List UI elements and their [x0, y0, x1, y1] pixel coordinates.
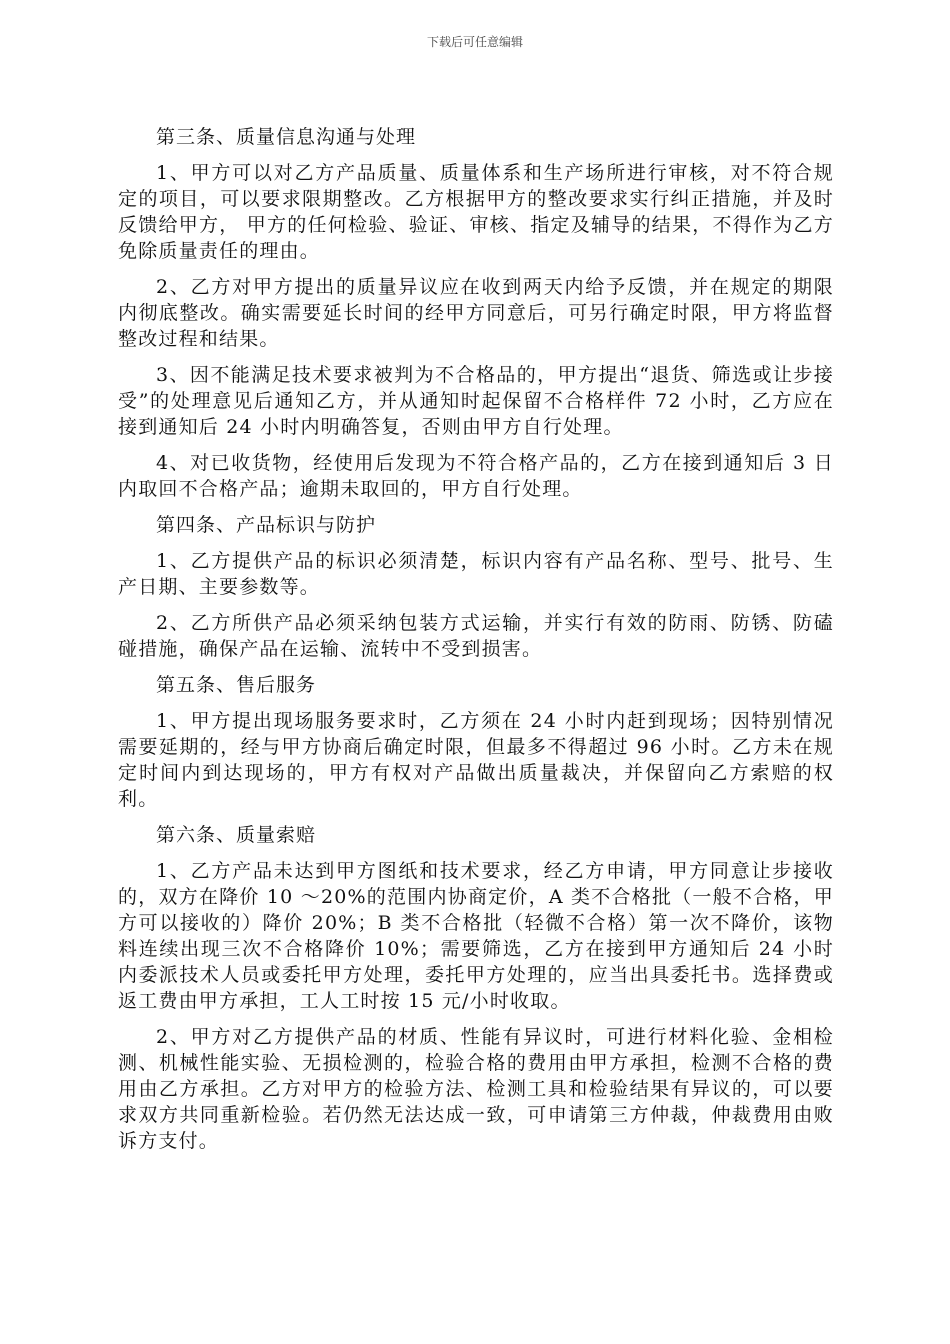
paragraph-3-4: 4、对已收货物，经使用后发现为不符合格产品的，乙方在接到通知后 3 日内取回不合格产品；逾期未取回的，甲方自行处理。	[118, 452, 834, 500]
paragraph-3-1: 1、甲方可以对乙方产品质量、质量体系和生产场所进行审核，对不符合规定的项目，可以要求限期整改。乙方根据甲方的整改要求实行纠正措施，并及时反馈给甲方， 甲方的任何检验、验证、审核、指定及辅导的结果，不得作为乙方免除质量责任的理由。	[118, 162, 834, 262]
section-heading-3: 第三条、质量信息沟通与处理	[156, 126, 417, 148]
section-heading-6: 第六条、质量索赔	[156, 824, 317, 846]
page-header: 下载后可任意编辑	[426, 35, 523, 49]
paragraph-4-1: 1、乙方提供产品的标识必须清楚，标识内容有产品名称、型号、批号、生产日期、主要参数等。	[118, 550, 834, 598]
document-body	[118, 116, 834, 1164]
section-heading-4: 第四条、产品标识与防护	[156, 514, 377, 536]
section-heading-5: 第五条、售后服务	[156, 674, 317, 696]
paragraph-4-2: 2、乙方所供产品必须采纳包装方式运输，并实行有效的防雨、防锈、防磕碰措施，确保产品在运输、流转中不受到损害。	[118, 612, 834, 660]
paragraph-6-2: 2、甲方对乙方提供产品的材质、性能有异议时，可进行材料化验、金相检测、机械性能实验、无损检测的，检验合格的费用由甲方承担，检测不合格的费用由乙方承担。乙方对甲方的检验方法、检测工具和检验结果有异议的，可以要求双方共同重新检验。若仍然无法达成一致，可申请第三方仲裁，仲裁费用由败诉方支付。	[118, 1026, 834, 1152]
paragraph-6-1: 1、乙方产品未达到甲方图纸和技术要求，经乙方申请，甲方同意让步接收的，双方在降价 10 ～20%的范围内协商定价，A 类不合格批（一般不合格，甲方可以接收的）降价 20%；B 类不合格批（轻微不合格）第一次不降价，该物料连续出现三次不合格降价 10%；需要筛选，乙方在接到甲方通知后 24 小时内委派技术人员或委托甲方处理，委托甲方处理的，应当出具委托书。选择费或返工费由甲方承担，工人工时按 15 元/小时收取。	[118, 860, 834, 1012]
paragraph-3-2: 2、乙方对甲方提出的质量异议应在收到两天内给予反馈，并在规定的期限内彻底整改。确实需要延长时间的经甲方同意后，可另行确定时限，甲方将监督整改过程和结果。	[118, 276, 834, 350]
paragraph-5-1: 1、甲方提出现场服务要求时，乙方须在 24 小时内赶到现场；因特别情况需要延期的，经与甲方协商后确定时限，但最多不得超过 96 小时。乙方未在规定时间内到达现场的，甲方有权对产品做出质量裁决，并保留向乙方索赔的权利。	[118, 710, 834, 810]
paragraph-3-3: 3、因不能满足技术要求被判为不合格品的，甲方提出“退货、筛选或让步接受”的处理意见后通知乙方，并从通知时起保留不合格样件 72 小时，乙方应在接到通知后 24 小时内明确答复，否则由甲方自行处理。	[118, 364, 834, 438]
